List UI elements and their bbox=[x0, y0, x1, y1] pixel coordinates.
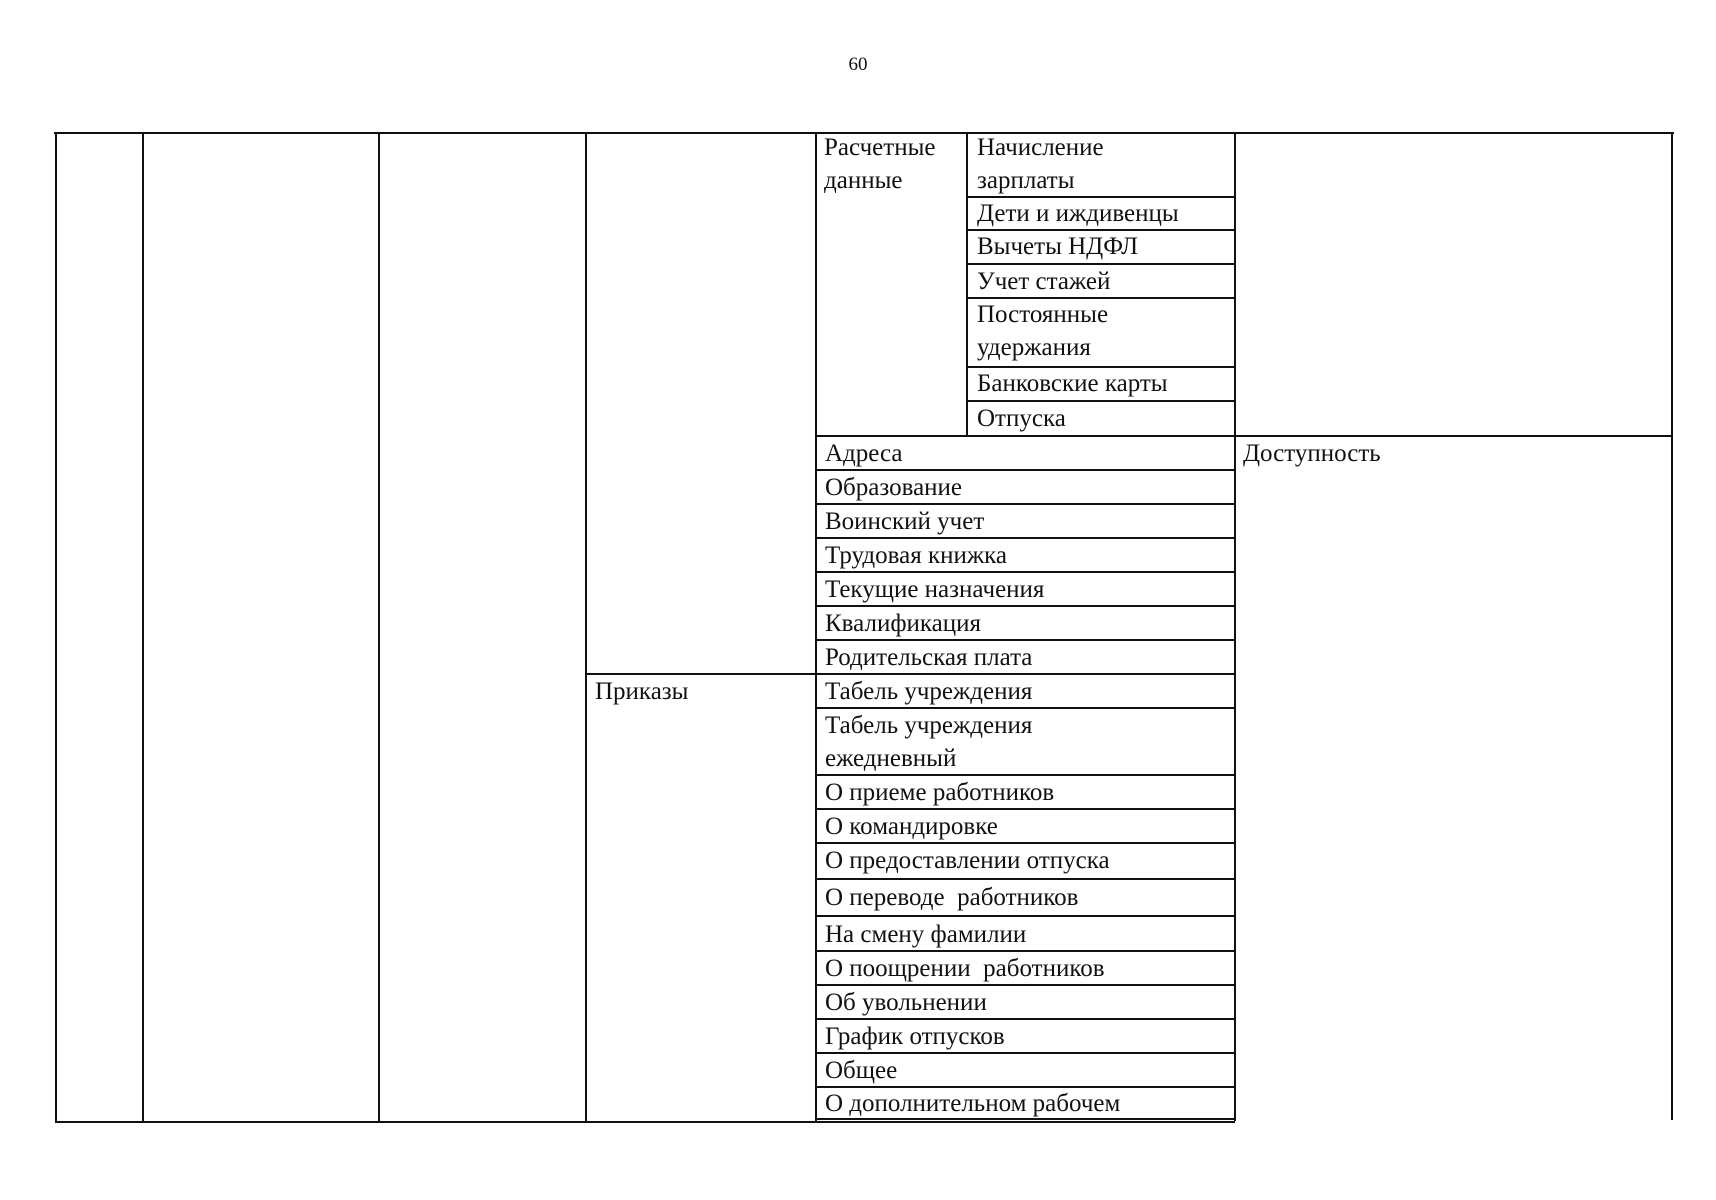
payroll-item: Отпуска bbox=[977, 405, 1066, 432]
column-line-5 bbox=[815, 132, 817, 1121]
personal-item: Трудовая книжка bbox=[825, 542, 1007, 569]
personal-item: Родительская плата bbox=[825, 644, 1033, 671]
order-item: О предоставлении отпуска bbox=[825, 847, 1110, 874]
group-orders-label: Приказы bbox=[595, 678, 689, 705]
table-bottom-border bbox=[57, 1121, 1235, 1123]
page-number: 60 bbox=[848, 54, 868, 75]
personal-item: Квалификация bbox=[825, 610, 982, 637]
payroll-item: Банковские карты bbox=[977, 370, 1168, 397]
payroll-item: Учет стажей bbox=[977, 268, 1111, 295]
row-line bbox=[815, 915, 1236, 917]
personal-item: Адреса bbox=[825, 440, 903, 467]
order-item: Общее bbox=[825, 1057, 898, 1084]
order-item: О переводе работников bbox=[825, 884, 1079, 911]
column-line-2 bbox=[142, 132, 144, 1123]
group-payroll-label: Расчетные данные bbox=[824, 134, 936, 194]
personal-item: Текущие назначения bbox=[825, 576, 1045, 603]
order-item: О командировке bbox=[825, 813, 998, 840]
order-item: О дополнительном рабочем bbox=[825, 1090, 1121, 1117]
payroll-item: Дети и иждивенцы bbox=[977, 200, 1179, 227]
column-line-4 bbox=[585, 132, 587, 1123]
payroll-item: Вычеты НДФЛ bbox=[977, 233, 1139, 260]
column-line-3 bbox=[378, 132, 380, 1123]
payroll-item: Начисление зарплаты bbox=[977, 134, 1104, 194]
order-item: О приеме работников bbox=[825, 779, 1055, 806]
availability-label: Доступность bbox=[1243, 440, 1381, 467]
column-line-6 bbox=[966, 132, 968, 436]
row-line bbox=[815, 878, 1236, 880]
order-item: Табель учреждения ежедневный bbox=[825, 712, 1033, 772]
order-item: Об увольнении bbox=[825, 989, 987, 1016]
order-item: График отпусков bbox=[825, 1023, 1005, 1050]
column-line-8 bbox=[1671, 132, 1673, 1120]
payroll-item: Постоянные удержания bbox=[977, 301, 1109, 361]
column-line-1 bbox=[55, 132, 57, 1123]
order-item: О поощрении работников bbox=[825, 955, 1105, 982]
personal-item: Образование bbox=[825, 474, 963, 501]
personal-item: Воинский учет bbox=[825, 508, 985, 535]
column-line-7 bbox=[1234, 132, 1236, 1121]
order-item: На смену фамилии bbox=[825, 921, 1027, 948]
order-item: Табель учреждения bbox=[825, 678, 1033, 705]
